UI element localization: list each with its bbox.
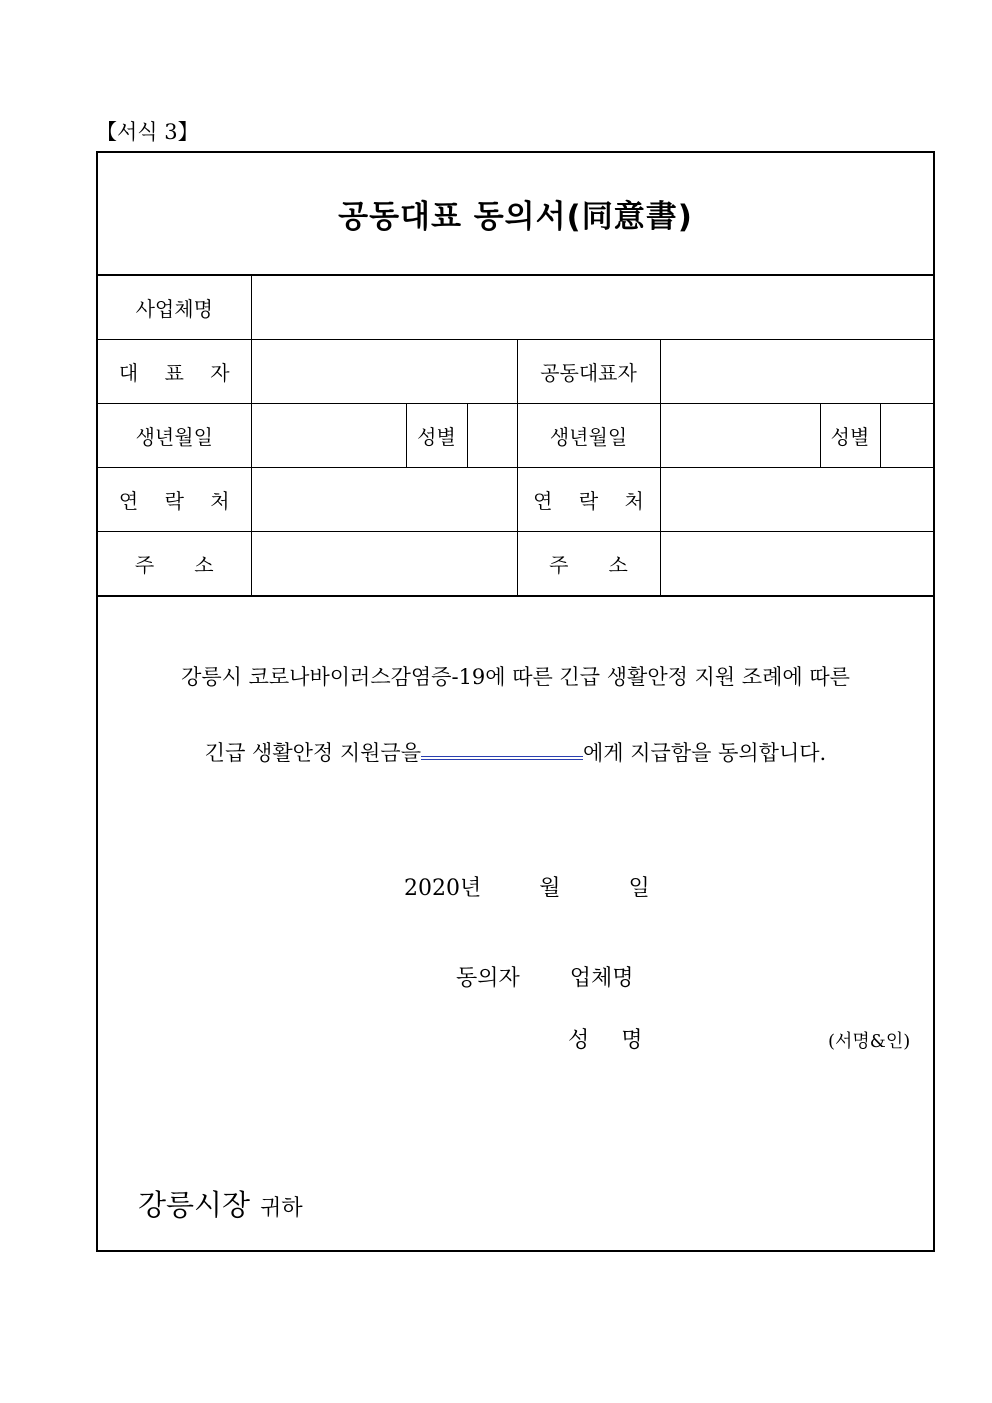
co-birthdate-field[interactable]: [660, 404, 820, 468]
co-gender-field[interactable]: [880, 404, 933, 468]
address-field[interactable]: [251, 532, 517, 597]
table-row-birthdate: [98, 404, 933, 468]
consent-text-line-1: 강릉시 코로나바이러스감염증-19에 따른 긴급 생활안정 지원 조례에 따른: [181, 665, 850, 689]
date-line: [404, 871, 650, 902]
table-row-contact: [98, 468, 933, 532]
co-contact-field[interactable]: [660, 468, 933, 532]
company-name-label: 사업체명: [98, 276, 251, 340]
form-number-label: 【서식 3】: [96, 120, 199, 144]
recipient-blank-field[interactable]: [421, 738, 583, 760]
date-year: 2020년: [404, 876, 482, 901]
gender-field[interactable]: [467, 404, 517, 468]
contact-label: 연 락 처: [98, 468, 251, 532]
address-label: 주 소: [98, 532, 251, 597]
co-gender-label: 성별: [820, 404, 880, 468]
date-month: 월: [539, 876, 561, 901]
co-address-field[interactable]: [660, 532, 933, 597]
addressee-honorific: 귀하: [260, 1196, 303, 1221]
consent-text-after-blank: 에게 지급함을 동의합니다.: [583, 741, 827, 765]
table-row-address: [98, 532, 933, 597]
contact-field[interactable]: [251, 468, 517, 532]
date-day: 일: [628, 876, 650, 901]
representative-field[interactable]: [251, 340, 517, 404]
signature-stamp-note: (서명&인): [828, 1031, 911, 1052]
consenter-line: [456, 961, 634, 992]
table-row-company: [98, 276, 933, 340]
title-area: [98, 153, 933, 276]
signature-name-label: 성 명: [568, 1028, 649, 1053]
birthdate-label: 생년월일: [98, 404, 251, 468]
co-address-label: 주 소: [517, 532, 660, 597]
representative-label: 대 표 자: [98, 340, 251, 404]
co-representative-field[interactable]: [660, 340, 933, 404]
birthdate-field[interactable]: [251, 404, 406, 468]
consent-text-before-blank: 긴급 생활안정 지원금을: [204, 741, 422, 765]
co-birthdate-label: 생년월일: [517, 404, 660, 468]
table-row-representative: [98, 340, 933, 404]
addressee-mayor: 강릉시장: [138, 1188, 251, 1222]
consent-form: [96, 151, 935, 1252]
signature-company-label: 업체명: [569, 966, 634, 991]
co-representative-label: 공동대표자: [517, 340, 660, 404]
info-table: [98, 276, 933, 597]
addressee: [138, 1183, 303, 1224]
co-contact-label: 연 락 처: [517, 468, 660, 532]
company-name-field[interactable]: [251, 276, 933, 340]
consent-text-line-2: [98, 737, 933, 767]
consenter-label: 동의자: [456, 966, 520, 991]
gender-label: 성별: [406, 404, 467, 468]
page-title: 공동대표 동의서(同意書): [338, 199, 693, 235]
